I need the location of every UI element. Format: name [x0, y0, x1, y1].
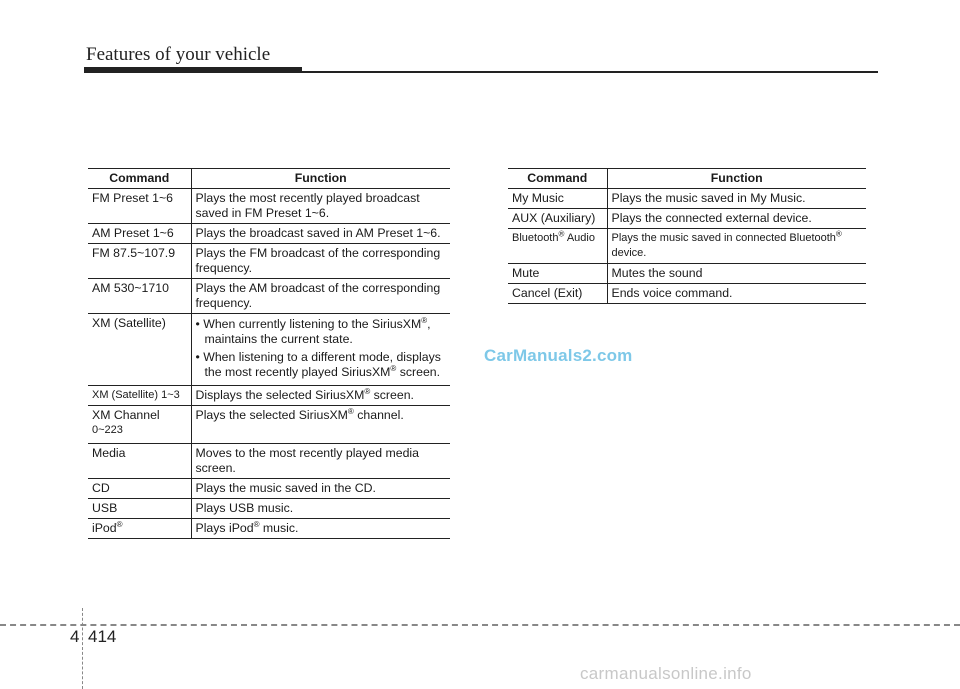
function-cell — [191, 279, 450, 314]
table-row — [508, 264, 866, 284]
command-cell: CD — [88, 479, 191, 499]
table-row — [88, 244, 450, 279]
function-cell: Plays the broadcast saved in AM Preset 1~6. — [191, 224, 450, 244]
table-header-row — [88, 169, 450, 189]
function-cell: Ends voice command. — [607, 284, 866, 304]
command-cell: iPod® — [88, 519, 191, 539]
command-cell: FM 87.5~107.9 — [88, 244, 191, 279]
function-cell: Plays iPod® music. — [191, 519, 450, 539]
table-row — [88, 189, 450, 224]
function-cell: Plays the selected SiriusXM® channel. — [191, 406, 450, 444]
footer-vertical-divider — [82, 608, 83, 689]
column-header-function: Function — [191, 169, 450, 189]
column-header-command: Command — [88, 169, 191, 189]
header-rule — [302, 71, 878, 73]
function-cell: Displays the selected SiriusXM® screen. — [191, 386, 450, 406]
function-line: frequency. — [195, 261, 253, 275]
table-row — [88, 444, 450, 479]
function-cell: Plays the connected external device. — [607, 209, 866, 229]
function-line: frequency. — [195, 296, 253, 310]
command-cell: AM 530~1710 — [88, 279, 191, 314]
bullet-item: • When currently listening to the SiriusXM®, maintains the current state. — [195, 315, 431, 346]
function-cell — [191, 189, 450, 224]
column-header-command: Command — [508, 169, 607, 189]
table-row — [88, 479, 450, 499]
site-watermark: carmanualsonline.info — [580, 664, 752, 683]
table-row — [88, 519, 450, 539]
function-cell — [191, 244, 450, 279]
table-row — [88, 279, 450, 314]
table-row — [88, 314, 450, 386]
function-cell — [191, 314, 450, 386]
table-row — [88, 224, 450, 244]
footer-divider — [0, 624, 960, 626]
table-header-row — [508, 169, 866, 189]
command-cell: My Music — [508, 189, 607, 209]
table-row — [508, 209, 866, 229]
table-row — [88, 386, 450, 406]
function-line: saved in FM Preset 1~6. — [195, 206, 330, 220]
function-cell: Plays the music saved in the CD. — [191, 479, 450, 499]
table-row — [88, 406, 450, 444]
table-row — [88, 499, 450, 519]
function-line: Plays the FM broadcast of the corresponding — [195, 246, 441, 260]
command-cell: XM (Satellite) 1~3 — [88, 386, 191, 406]
command-cell: USB — [88, 499, 191, 519]
column-header-function: Function — [607, 169, 866, 189]
function-cell: Plays the music saved in connected Bluetooth® device. — [607, 229, 866, 264]
command-cell: XM Channel 0~223 — [88, 406, 191, 444]
header-bar — [84, 67, 302, 73]
table-row — [508, 189, 866, 209]
table-row — [508, 284, 866, 304]
command-cell: Media — [88, 444, 191, 479]
function-line: Moves to the most recently played media — [195, 446, 419, 460]
command-cell: AM Preset 1~6 — [88, 224, 191, 244]
function-line: Plays the most recently played broadcast — [195, 191, 420, 205]
command-cell: Bluetooth® Audio — [508, 229, 607, 264]
command-cell: FM Preset 1~6 — [88, 189, 191, 224]
command-cell: Mute — [508, 264, 607, 284]
function-cell: Mutes the sound — [607, 264, 866, 284]
right-command-table — [508, 168, 866, 304]
command-cell: AUX (Auxiliary) — [508, 209, 607, 229]
page-header-title: Features of your vehicle — [86, 44, 271, 65]
watermark-link[interactable]: CarManuals2.com — [484, 346, 633, 365]
command-cell: XM (Satellite) — [88, 314, 191, 386]
function-cell: Plays the music saved in My Music. — [607, 189, 866, 209]
function-cell — [191, 444, 450, 479]
section-number: 4 — [70, 627, 80, 646]
table-row — [508, 229, 866, 264]
function-cell: Plays USB music. — [191, 499, 450, 519]
function-line: screen. — [195, 461, 236, 475]
bullet-item: • When listening to a different mode, displays the most recently played SiriusXM® screen. — [195, 350, 441, 379]
page-number: 414 — [88, 627, 117, 646]
command-cell: Cancel (Exit) — [508, 284, 607, 304]
function-line: Plays the AM broadcast of the corresponding — [195, 281, 441, 295]
left-command-table — [88, 168, 450, 539]
